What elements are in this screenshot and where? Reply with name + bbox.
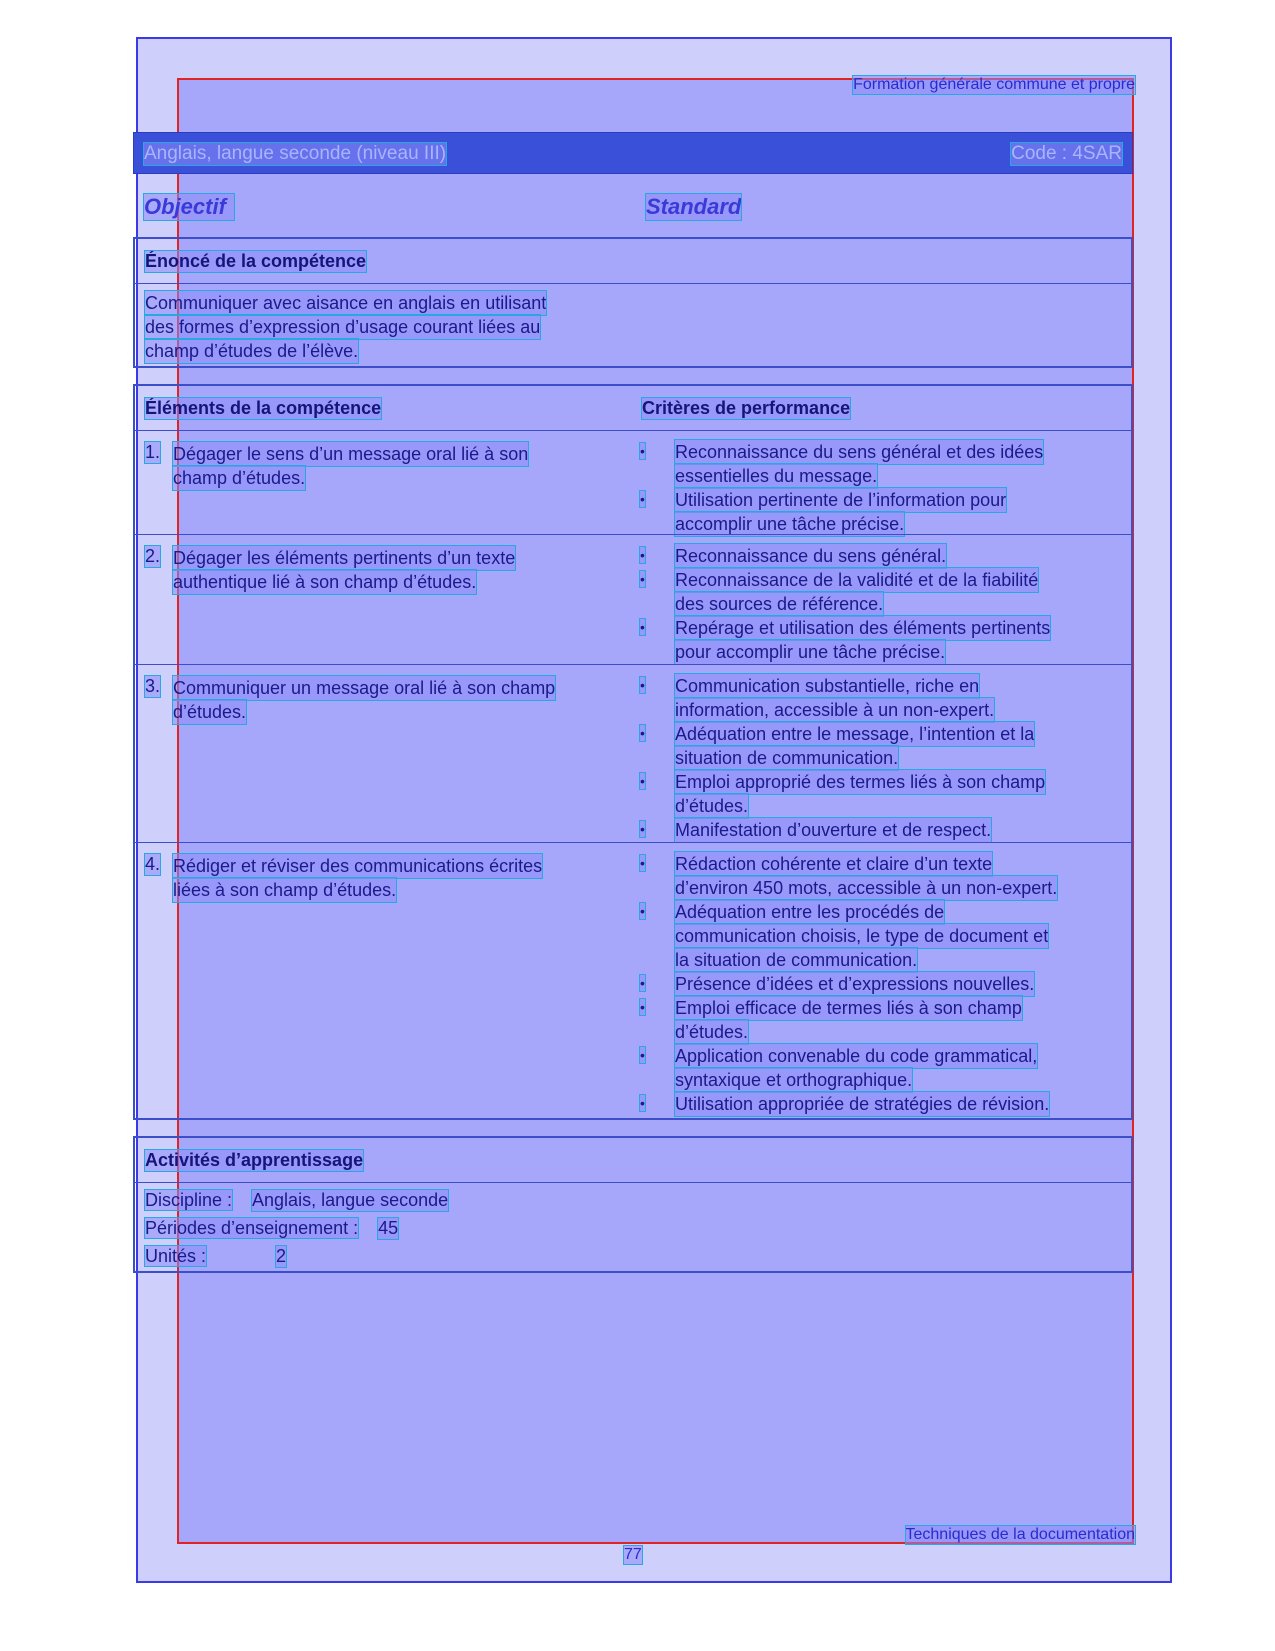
- criteria-bullet: •: [640, 1095, 645, 1111]
- criteria-bullet: •: [640, 725, 645, 741]
- criteria-text: la situation de communication.: [675, 950, 918, 970]
- criteria-text: d’études.: [675, 1022, 749, 1042]
- criteria-bullet: •: [640, 491, 645, 507]
- enonce-heading: Énoncé de la compétence: [145, 251, 367, 271]
- element-number: 2.: [145, 546, 161, 566]
- course-code: Code : 4SAR: [1011, 143, 1122, 164]
- element-number: 3.: [145, 676, 161, 696]
- criteria-bullet: •: [640, 773, 645, 789]
- criteria-bullet: •: [640, 571, 645, 587]
- elements-section: [133, 384, 1133, 1120]
- footer-program: Techniques de la documentation: [905, 1526, 1135, 1543]
- criteria-bullet: •: [640, 443, 645, 459]
- element-text: Rédiger et réviser des communications écrites: [173, 856, 543, 876]
- enonce-section: [133, 237, 1133, 368]
- criteria-bullet: •: [640, 821, 645, 837]
- criteria-text: Reconnaissance du sens général.: [675, 546, 947, 566]
- criteria-bullet: •: [640, 619, 645, 635]
- row-divider: [135, 534, 1131, 535]
- course-header-bar: [133, 132, 1133, 174]
- element-text: champ d’études.: [173, 468, 306, 488]
- criteria-bullet: •: [640, 975, 645, 991]
- row-divider: [135, 664, 1131, 665]
- criteria-text: pour accomplir une tâche précise.: [675, 642, 946, 662]
- criteria-bullet: •: [640, 677, 645, 693]
- row-divider: [135, 842, 1131, 843]
- element-text: authentique lié à son champ d’études.: [173, 572, 477, 592]
- criteria-text: d’études.: [675, 796, 749, 816]
- enonce-line: des formes d’expression d’usage courant liées au: [145, 317, 541, 337]
- criteria-text: Rédaction cohérente et claire d’un texte: [675, 854, 993, 874]
- element-text: d’études.: [173, 702, 247, 722]
- enonce-header: [135, 239, 1131, 284]
- criteria-text: Utilisation pertinente de l’information pour: [675, 490, 1007, 510]
- element-text: Dégager les éléments pertinents d’un texte: [173, 548, 516, 568]
- criteria-text: d’environ 450 mots, accessible à un non-expert.: [675, 878, 1058, 898]
- criteria-text: Communication substantielle, riche en: [675, 676, 980, 696]
- activites-section: [133, 1136, 1133, 1273]
- running-header: Formation générale commune et propre: [853, 76, 1135, 93]
- activites-value: Anglais, langue seconde: [252, 1190, 449, 1210]
- criteria-bullet: •: [640, 999, 645, 1015]
- criteria-text: Adéquation entre le message, l’intention et la: [675, 724, 1035, 744]
- element-number: 1.: [145, 442, 161, 462]
- criteria-text: communication choisis, le type de document et: [675, 926, 1049, 946]
- criteria-bullet: •: [640, 903, 645, 919]
- enonce-body: [145, 291, 546, 363]
- activites-row-unites: [145, 1246, 286, 1267]
- element-text: liées à son champ d’études.: [173, 880, 397, 900]
- criteria-text: Repérage et utilisation des éléments pertinents: [675, 618, 1051, 638]
- criteria-text: Emploi approprié des termes liés à son champ: [675, 772, 1046, 792]
- criteria-bullet: •: [640, 547, 645, 563]
- activites-row-discipline: [145, 1190, 448, 1211]
- elements-header: [135, 386, 1131, 431]
- criteria-bullet: •: [640, 1047, 645, 1063]
- criteria-text: des sources de référence.: [675, 594, 884, 614]
- criteres-heading: Critères de performance: [642, 398, 851, 418]
- activites-label: Périodes d’enseignement :: [145, 1218, 359, 1238]
- criteria-text: Adéquation entre les procédés de: [675, 902, 945, 922]
- element-number: 4.: [145, 854, 161, 874]
- element-text: Communiquer un message oral lié à son champ: [173, 678, 556, 698]
- elements-heading: Éléments de la compétence: [145, 398, 382, 418]
- activites-label: Discipline :: [145, 1190, 233, 1210]
- criteria-text: Utilisation appropriée de stratégies de révision.: [675, 1094, 1050, 1114]
- criteria-text: syntaxique et orthographique.: [675, 1070, 913, 1090]
- page-number: 77: [624, 1546, 642, 1563]
- criteria-text: Reconnaissance de la validité et de la fiabilité: [675, 570, 1039, 590]
- criteria-text: Emploi efficace de termes liés à son champ: [675, 998, 1022, 1018]
- activites-label: Unités :: [145, 1246, 207, 1266]
- criteria-text: information, accessible à un non-expert.: [675, 700, 995, 720]
- enonce-line: Communiquer avec aisance en anglais en utilisant: [145, 293, 547, 313]
- criteria-text: essentielles du message.: [675, 466, 878, 486]
- activites-value: 45: [378, 1218, 399, 1238]
- objectif-label: Objectif: [144, 194, 234, 220]
- activites-heading: Activités d’apprentissage: [145, 1150, 364, 1170]
- criteria-text: Manifestation d’ouverture et de respect.: [675, 820, 992, 840]
- criteria-text: Reconnaissance du sens général et des idées: [675, 442, 1044, 462]
- course-name: Anglais, langue seconde (niveau III): [144, 143, 447, 164]
- element-text: Dégager le sens d’un message oral lié à son: [173, 444, 529, 464]
- activites-row-periodes: [145, 1218, 398, 1239]
- enonce-line: champ d’études de l’élève.: [145, 341, 359, 361]
- criteria-text: Présence d’idées et d’expressions nouvelles.: [675, 974, 1035, 994]
- activites-header: [135, 1138, 1131, 1183]
- standard-label: Standard: [646, 194, 742, 219]
- criteria-bullet: •: [640, 855, 645, 871]
- criteria-text: situation de communication.: [675, 748, 899, 768]
- criteria-text: accomplir une tâche précise.: [675, 514, 905, 534]
- criteria-text: Application convenable du code grammatical,: [675, 1046, 1038, 1066]
- activites-value: 2: [276, 1246, 287, 1266]
